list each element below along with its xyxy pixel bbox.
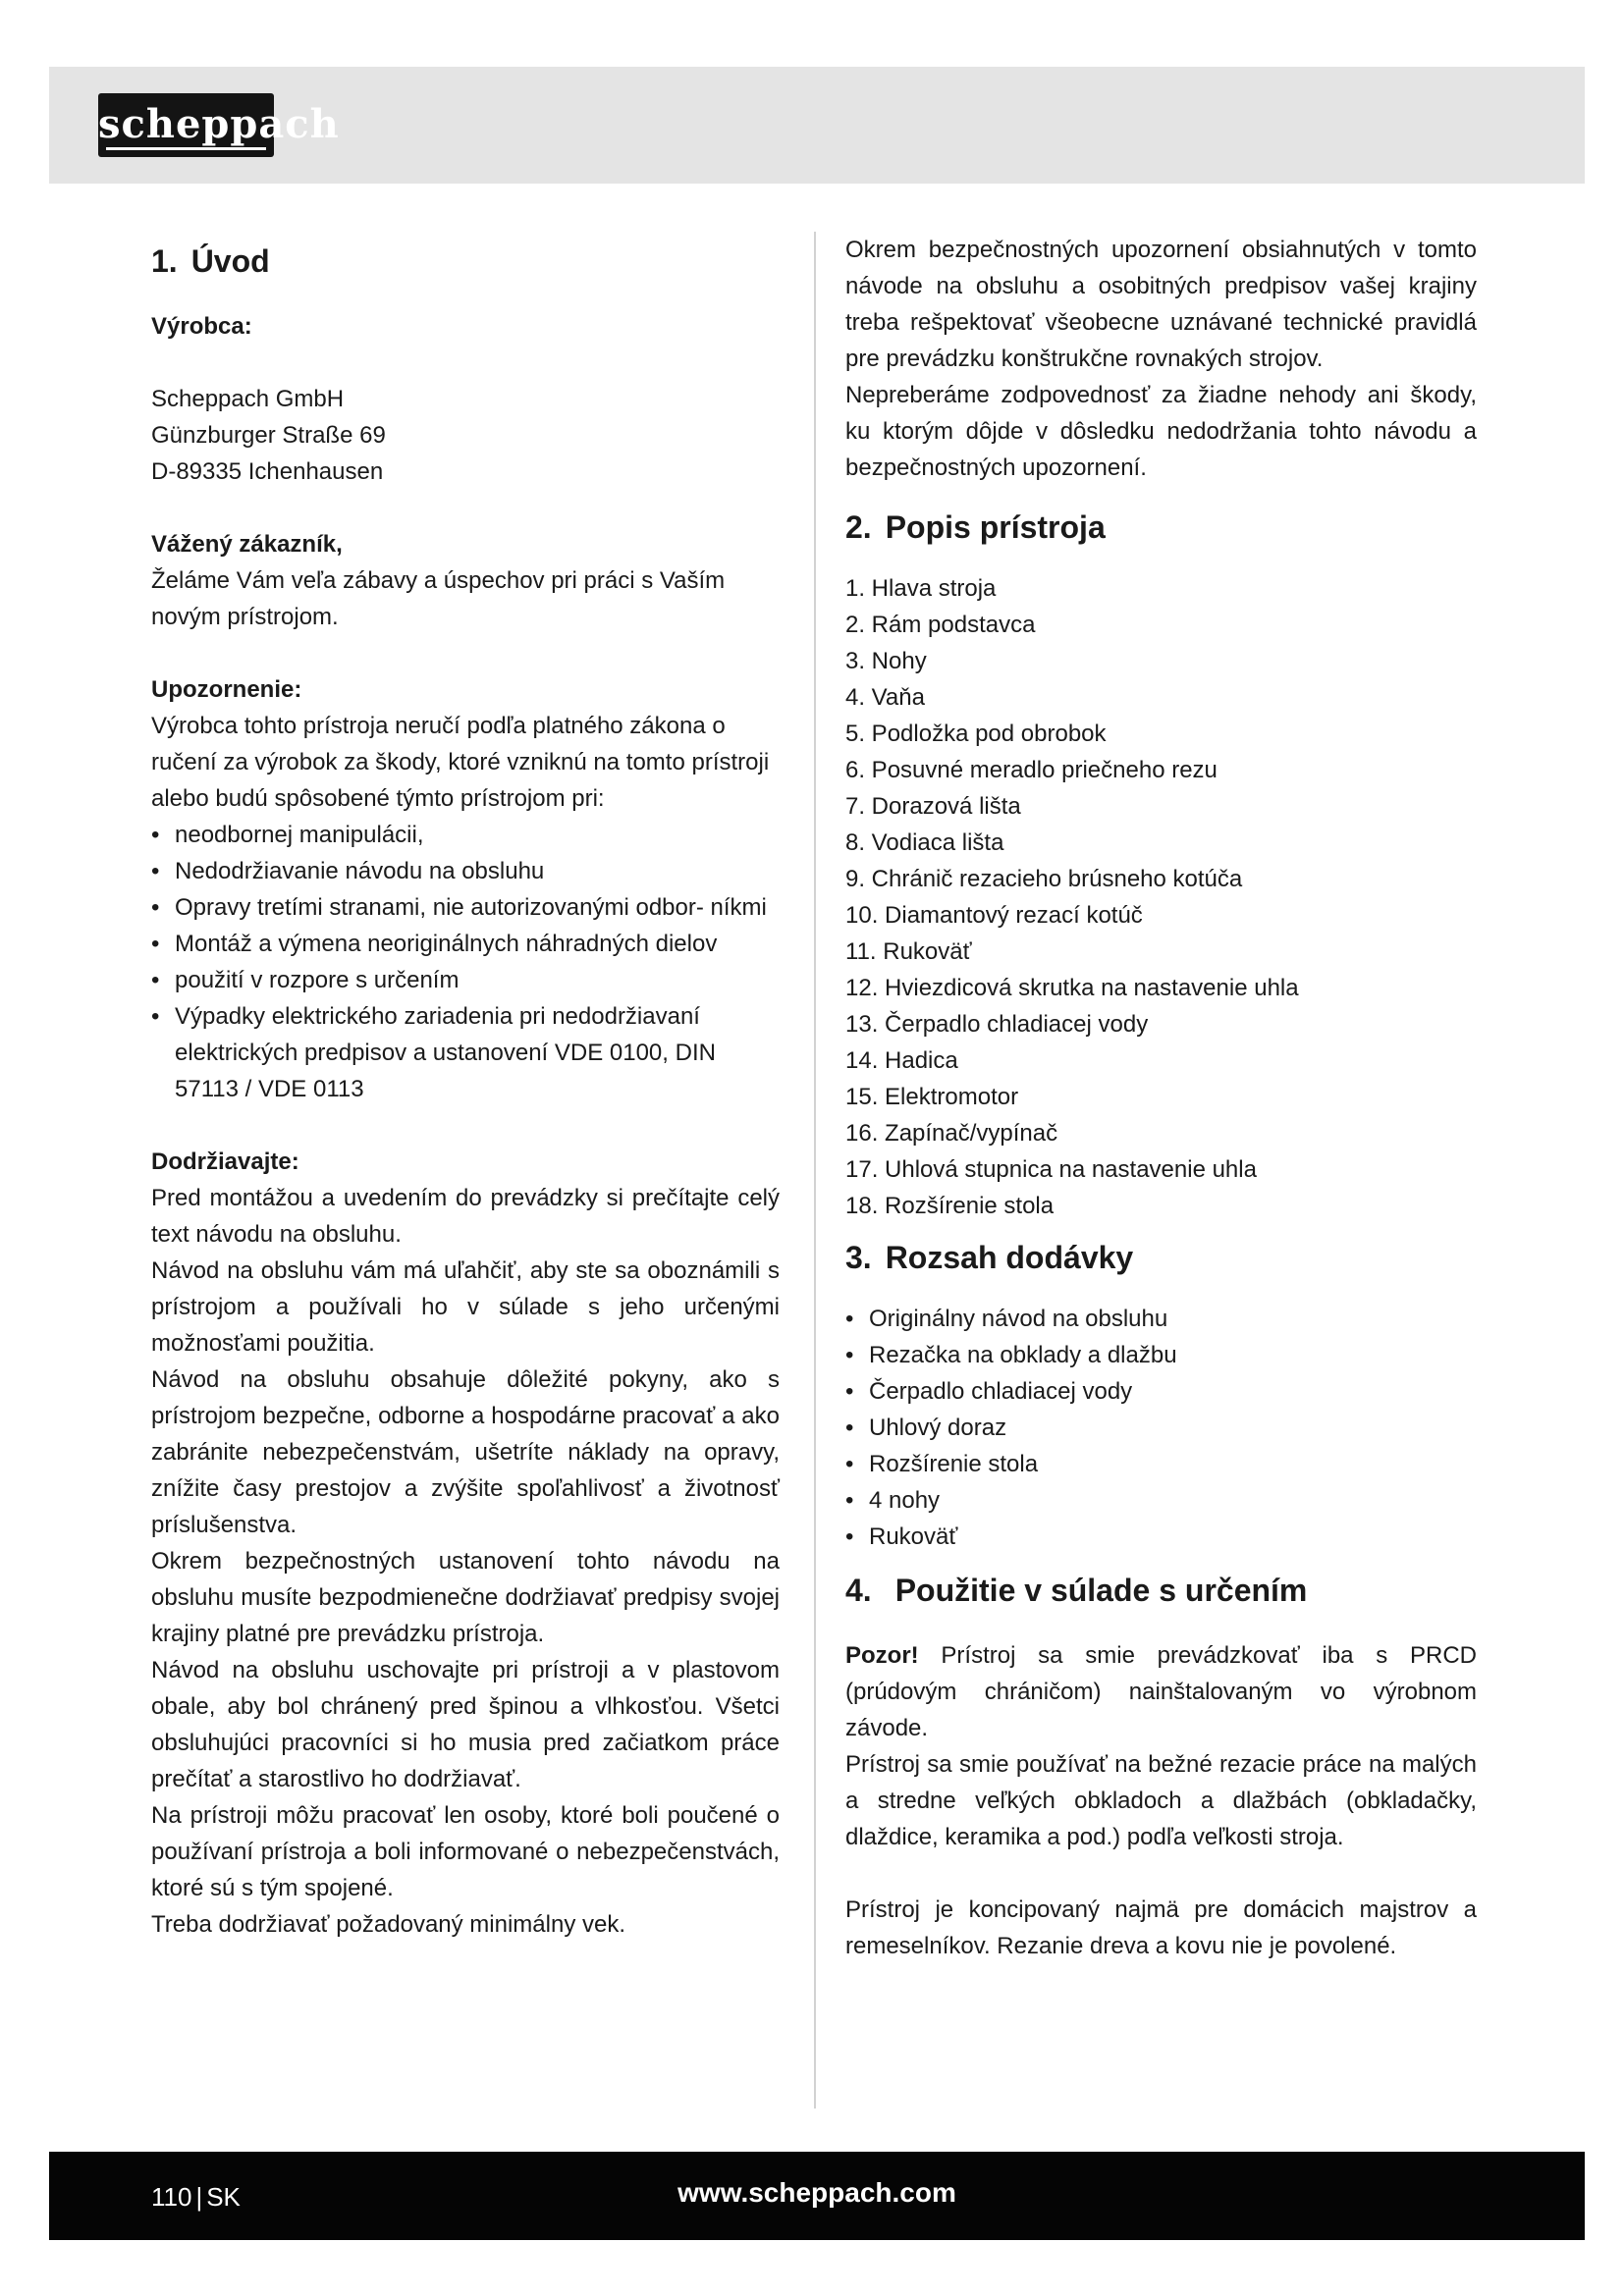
list-item: 10. Diamantový rezací kotúč: [845, 902, 1143, 929]
section-1-heading: 1. Úvod: [151, 243, 270, 279]
list-item: • použití v rozpore s určením: [151, 962, 780, 998]
observe-paragraph: Návod na obsluhu uschovajte pri prístroji a v plastovom obale, aby bol chránený pred špinou a vlhkosťou. Všetci obsluhujúci pracovníci si ho musia pred začiatkom práce prečítať a starostlivo ho dodržiavať.: [151, 1657, 780, 1792]
address-line: Scheppach GmbH: [151, 386, 345, 412]
observe-paragraph: Návod na obsluhu vám má uľahčiť, aby ste sa oboznámili s prístrojom a používali ho v súlade s jeho určenými možnosťami použitia.: [151, 1257, 780, 1357]
list-item: 7. Dorazová lišta: [845, 793, 1021, 820]
list-item: • Výpadky elektrického zariadenia pri nedodržiavaní elektrických predpisov a ustanovení VDE 0100, DIN 57113 / VDE 0113: [151, 998, 780, 1107]
logo-underline: [106, 147, 266, 150]
list-item: 16. Zapínač/vypínač: [845, 1120, 1058, 1147]
scope-list: [845, 1301, 1477, 1555]
intro-paragraph: Okrem bezpečnostných upozornení obsiahnutých v tomto návode na obsluhu a osobitných predpisov vašej krajiny treba rešpektovať všeobecne uznávané technické pravidlá pre prevádzku konštrukčne rovnakých strojov.: [845, 237, 1477, 372]
list-item: • Nedodržiavanie návodu na obsluhu: [151, 853, 780, 889]
attention-label: Pozor!: [845, 1642, 919, 1669]
list-item: 5. Podložka pod obrobok: [845, 721, 1107, 747]
list-item: 11. Rukoväť: [845, 938, 972, 965]
attention-paragraph: Pozor! Prístroj sa smie prevádzkovať iba s PRCD (prúdovým chráničom) nainštalovaným vo výrobnom závode.: [845, 1642, 1477, 1741]
address-line: D-89335 Ichenhausen: [151, 458, 384, 485]
list-item: 15. Elektromotor: [845, 1084, 1019, 1110]
list-item: • Montáž a výmena neoriginálnych náhradných dielov: [151, 926, 780, 962]
website-link[interactable]: www.scheppach.com: [677, 2177, 956, 2208]
list-item: • Čerpadlo chladiacej vody: [845, 1373, 1477, 1410]
observe-paragraph: Treba dodržiavať požadovaný minimálny vek.: [151, 1911, 626, 1938]
manufacturer-label: Výrobca:: [151, 313, 252, 340]
list-item: 18. Rozšírenie stola: [845, 1193, 1055, 1219]
list-item: 8. Vodiaca lišta: [845, 829, 1004, 856]
section-2-heading: 2. Popis prístroja: [845, 509, 1106, 545]
list-item: 12. Hviezdicová skrutka na nastavenie uhla: [845, 975, 1299, 1001]
customer-text: Želáme Vám veľa zábavy a úspechov pri práci s Vaším novým prístrojom.: [151, 567, 726, 630]
list-item: • Rezačka na obklady a dlažbu: [845, 1337, 1477, 1373]
list-item: 6. Posuvné meradlo priečneho rezu: [845, 757, 1218, 783]
list-item: 3. Nohy: [845, 648, 927, 674]
usage-paragraph-2: Prístroj je koncipovaný najmä pre domácich majstrov a remeselníkov. Rezanie dreva a kovu nie je povolené.: [845, 1896, 1477, 1959]
usage-paragraph: Prístroj sa smie používať na bežné rezacie práce na malých a stredne veľkých obkladoch a dlažbách (obkladačky, dlaždice, keramika a pod.) podľa veľkosti stroja.: [845, 1751, 1477, 1850]
list-item: • Originálny návod na obsluhu: [845, 1301, 1477, 1337]
list-item: 13. Čerpadlo chladiacej vody: [845, 1011, 1149, 1038]
page-number: 110: [151, 2182, 192, 2212]
right-column: [845, 232, 1477, 1964]
observe-paragraph: Na prístroji môžu pracovať len osoby, ktoré boli poučené o používaní prístroja a boli informované o nebezpečenstvách, ktoré sú s tým spojené.: [151, 1802, 780, 1901]
list-item: 2. Rám podstavca: [845, 612, 1036, 638]
observe-paragraph: Okrem bezpečnostných ustanovení tohto návodu na obsluhu musíte bezpodmienečne dodržiavať predpisy svojej krajiny platné pre prevádzku prístroja.: [151, 1548, 780, 1647]
language-code: SK: [206, 2182, 241, 2212]
list-item: • 4 nohy: [845, 1482, 1477, 1519]
left-column: [151, 232, 780, 1943]
notice-label: Upozornenie:: [151, 676, 302, 703]
scheppach-logo: [98, 93, 340, 157]
intro-paragraph: Nepreberáme zodpovednosť za žiadne nehody ani škody, ku ktorým dôjde v dôsledku nedodržania tohto návodu a bezpečnostných upozornení.: [845, 382, 1477, 481]
notice-list: [151, 817, 780, 1107]
section-3-heading: 3. Rozsah dodávky: [845, 1240, 1134, 1275]
list-item: 17. Uhlová stupnica na nastavenie uhla: [845, 1156, 1257, 1183]
observe-paragraph: Návod na obsluhu obsahuje dôležité pokyny, ako s prístrojom bezpečne, odborne a hospodárne pracovať a ako zabránite nebezpečenstvám, ušetríte náklady na opravy, znížite časy prestojov a zvýšite spoľahlivosť a životnosť príslušenstva.: [151, 1366, 780, 1538]
footer-separator: |: [195, 2182, 203, 2212]
observe-paragraph: Pred montážou a uvedením do prevádzky si prečítajte celý text návodu na obsluhu.: [151, 1185, 780, 1248]
list-item: • Uhlový doraz: [845, 1410, 1477, 1446]
list-item: 4. Vaňa: [845, 684, 925, 711]
column-divider: [814, 232, 816, 2109]
section-4-heading: 4. Použitie v súlade s určením: [845, 1573, 1308, 1608]
list-item: • neodbornej manipulácii,: [151, 817, 780, 853]
observe-label: Dodržiavajte:: [151, 1148, 299, 1175]
list-item: • Opravy tretími stranami, nie autorizovanými odbor- níkmi: [151, 889, 780, 926]
list-item: 14. Hadica: [845, 1047, 958, 1074]
footer-band: [49, 2152, 1585, 2240]
parts-list: [845, 570, 1477, 1224]
notice-text: Výrobca tohto prístroja neručí podľa platného zákona o ručení za výrobok za škody, ktoré vzniknú na tomto prístroji alebo budú spôsobené týmto prístrojom pri:: [151, 713, 770, 812]
address-line: Günzburger Straße 69: [151, 422, 386, 449]
customer-label: Vážený zákazník,: [151, 531, 343, 558]
list-item: • Rozšírenie stola: [845, 1446, 1477, 1482]
list-item: 1. Hlava stroja: [845, 575, 997, 602]
list-item: • Rukoväť: [845, 1519, 1477, 1555]
logo-text: scheppach: [98, 101, 340, 147]
header-band: [49, 67, 1585, 184]
list-item: 9. Chránič rezacieho brúsneho kotúča: [845, 866, 1243, 892]
